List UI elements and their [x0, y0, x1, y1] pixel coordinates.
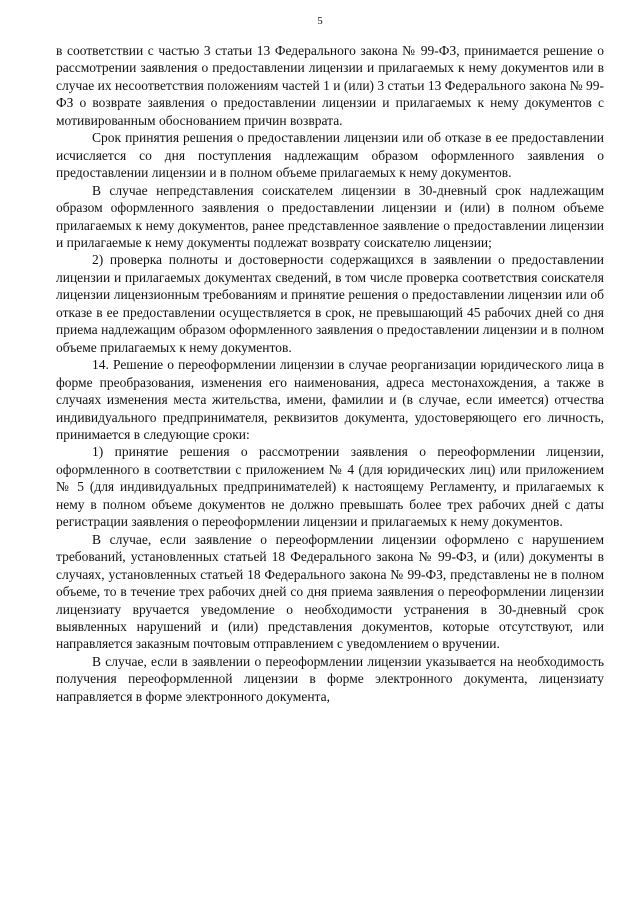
paragraph-section-14: 14. Решение о переоформлении лицензии в случае реорганизации юридического лица в форме преобразования, изменения его наименования, адреса местонахождения, а также в случаях изменения места жительства, имени, фамилии и (в случае, если имеется) отчества индивидуального предпринимателя, реквизитов документа, удостоверяющего его личность, принимается в следующие сроки:	[56, 357, 604, 442]
paragraph-item-2-verification: 2) проверка полноты и достоверности содержащихся в заявлении о предоставлении лицензии и прилагаемых документах сведений, в том числе проверка соответствия соискателя лицензии лицензионным требованиям и принятие решения о предоставлении лицензии или об отказе в ее предоставлении осуществляется в срок, не превышающий 45 рабочих дней со дня приема надлежащим образом оформленного заявления о предоставлении лицензии и в полном объеме прилагаемых к нему документов.	[56, 252, 604, 355]
paragraph-violations-notice: В случае, если заявление о переоформлении лицензии оформлено с нарушением требований, установленных статьей 18 Федерального закона № 99-ФЗ, и (или) документы в случаях, установленных статьей 18 Федерального закона № 99-ФЗ, представлены не в полном объеме, то в течение трех рабочих дней со дня приема заявления о переоформлении лицензии лицензиату вручается уведомление о необходимости устранения в 30-дневный срок выявленных нарушений и (или) представления документов, которые отсутствуют, или направляется заказным почтовым отправлением с уведомлением о вручении.	[56, 531, 604, 652]
page-number: 5	[317, 15, 323, 27]
document-body	[56, 42, 604, 705]
paragraph-electronic-document: В случае, если в заявлении о переоформлении лицензии указывается на необходимость получения переоформленной лицензии в форме электронного документа, лицензиату направляется в форме электронного документа,	[56, 653, 604, 704]
paragraph-item-1-reissue: 1) принятие решения о рассмотрении заявления о переоформлении лицензии, оформленного в соответствии с приложением № 4 (для юридических лиц) или приложением № 5 (для индивидуальных предпринимателей) к настоящему Регламенту, и прилагаемых к нему в полном объеме документов не должно превышать более трех рабочих дней с даты регистрации заявления о переоформлении лицензии и прилагаемых к нему документов.	[56, 444, 604, 530]
paragraph-decision-deadline: Срок принятия решения о предоставлении лицензии или об отказе в ее предоставлении исчисляется со дня поступления надлежащим образом оформленного заявления о предоставлении лицензии и в полном объеме прилагаемых к нему документов.	[56, 130, 604, 181]
paragraph-nonsubmission: В случае непредставления соискателем лицензии в 30-дневный срок надлежащим образом оформленного заявления о предоставлении лицензии и (или) в полном объеме прилагаемых к нему документов, ранее представленное заявление о предоставлении лицензии и прилагаемые к нему документы подлежат возврату соискателю лицензии;	[56, 182, 604, 250]
paragraph-continuation: в соответствии с частью 3 статьи 13 Федерального закона № 99-ФЗ, принимается решение о рассмотрении заявления о предоставлении лицензии и прилагаемых к нему документов или в случае их несоответствия положениям частей 1 и (или) 3 статьи 13 Федерального закона № 99-ФЗ о возврате заявления о предоставлении лицензии и прилагаемых к нему документов с мотивированным обоснованием причин возврата.	[56, 43, 604, 128]
